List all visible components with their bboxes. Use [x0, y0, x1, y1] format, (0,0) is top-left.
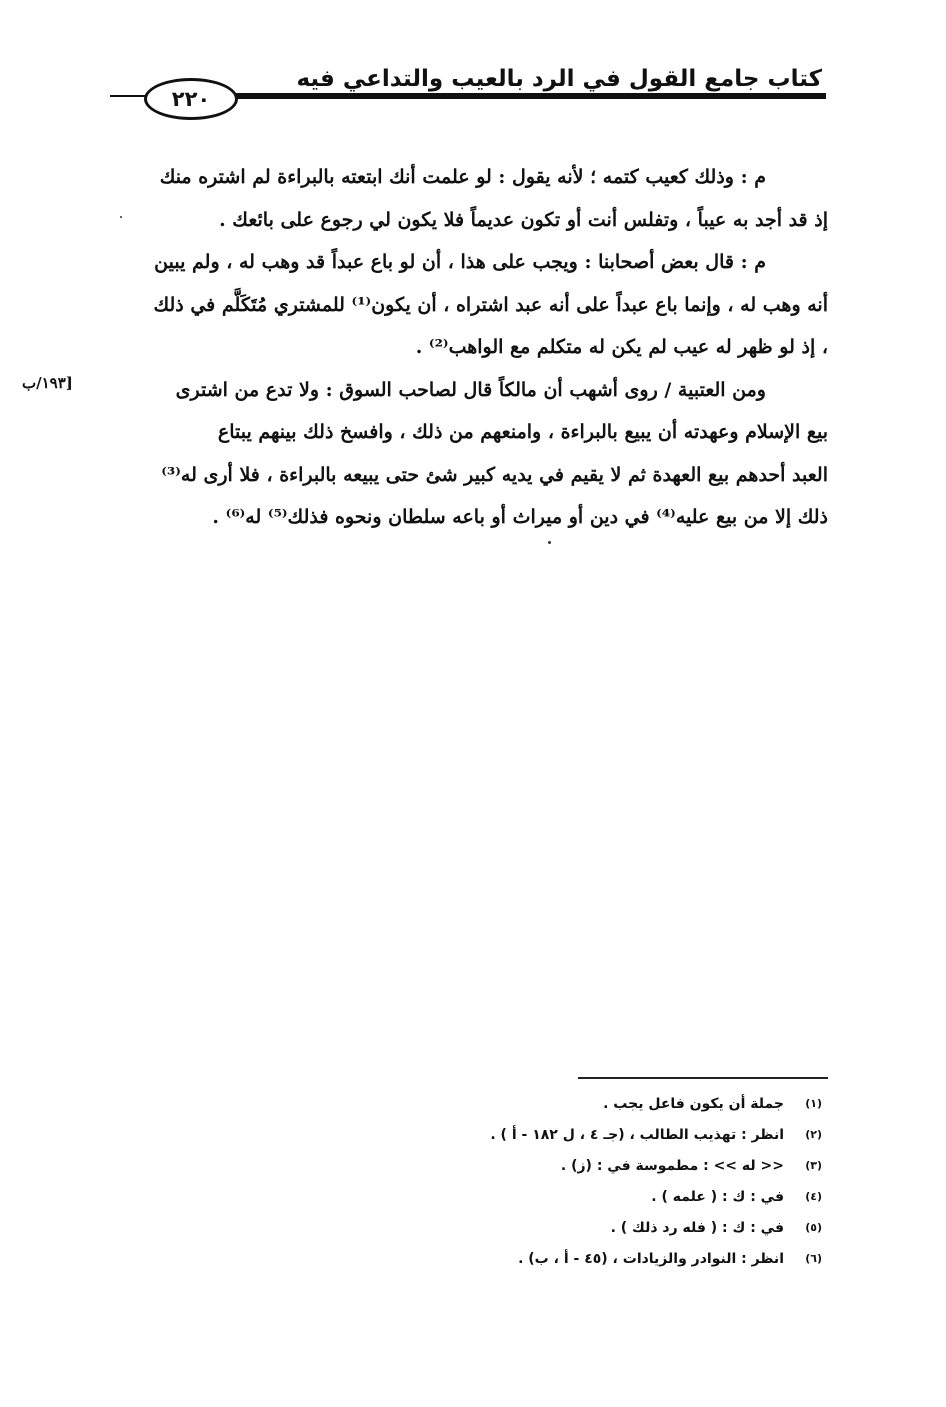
header-rule — [170, 93, 826, 99]
footnote-text: في : ك : ( علمه ) . — [651, 1188, 784, 1205]
footnote-text: في : ك : ( فله رد ذلك ) . — [610, 1219, 784, 1236]
footnote-text: جملة أن يكون فاعل يجب . — [603, 1095, 784, 1112]
footnote-text: انظر : تهذيب الطالب ، (جـ ٤ ، ل ١٨٢ - أ ) . — [490, 1126, 784, 1143]
footnote — [402, 1181, 822, 1212]
manuscript-folio-marker: [١٩٣/ب — [22, 374, 73, 392]
text-line: بيع الإسلام وعهدته أن يبيع بالبراءة ، وامنعهم من ذلك ، وافسخ ذلك بينهم يبتاع — [217, 421, 828, 443]
footnotes — [402, 1088, 822, 1274]
footnote — [402, 1088, 822, 1119]
footnote-number: (٦) — [805, 1252, 822, 1265]
text-line: ، إذ لو ظهر له عيب لم يكن له متكلم مع الواهب⁽²⁾ . — [415, 336, 828, 358]
text-line: أنه وهب له ، وإنما باع عبداً على أنه عبد اشتراه ، أن يكون⁽¹⁾ للمشتري مُتَكَلَّم في ذلك — [153, 293, 828, 316]
footnote-number: (٥) — [805, 1221, 822, 1234]
footnote — [402, 1119, 822, 1150]
footnote-text: << له >> : مطموسة في : (ز) . — [560, 1157, 784, 1174]
page-header — [110, 62, 826, 122]
scan-speck — [120, 216, 122, 218]
page-number: ٢٢٠ — [144, 78, 238, 120]
text-line: م : وذلك كعيب كتمه ؛ لأنه يقول : لو علمت أنك ابتعته بالبراءة لم اشتره منك — [159, 166, 766, 188]
text-line: إذ قد أجد به عيباً ، وتفلس أنت أو تكون عديماً فلا يكون لي رجوع على بائعك . — [219, 208, 828, 231]
footnote-text: انظر : النوادر والزيادات ، (٤٥ - أ ، ب) . — [518, 1250, 784, 1267]
text-line: العبد أحدهم بيع العهدة ثم لا يقيم في يديه كبير شئ حتى يبيعه بالبراءة ، فلا أرى له⁽³⁾ — [161, 463, 828, 486]
footnote-separator — [578, 1077, 828, 1079]
text-line: ومن العتبية / روى أشهب أن مالكاً قال لصاحب السوق : ولا تدع من اشترى — [175, 378, 766, 401]
footnote-number: (٢) — [805, 1128, 822, 1141]
scan-speck — [548, 541, 551, 544]
footnote — [402, 1243, 822, 1274]
text-line: م : قال بعض أصحابنا : ويجب على هذا ، أن لو باع عبداً قد وهب له ، ولم يبين — [154, 251, 766, 273]
text-line: ذلك إلا من بيع عليه⁽⁴⁾ في دين أو ميراث أو باعه سلطان ونحوه فذلك⁽⁵⁾ له⁽⁶⁾ . — [212, 506, 828, 528]
running-title: كتاب جامع القول في الرد بالعيب والتداعي فيه — [296, 66, 822, 92]
footnote — [402, 1212, 822, 1243]
footnote-number: (١) — [805, 1097, 822, 1110]
footnote-number: (٣) — [805, 1159, 822, 1172]
footnote-number: (٤) — [805, 1190, 822, 1203]
main-text — [96, 156, 828, 539]
footnote — [402, 1150, 822, 1181]
